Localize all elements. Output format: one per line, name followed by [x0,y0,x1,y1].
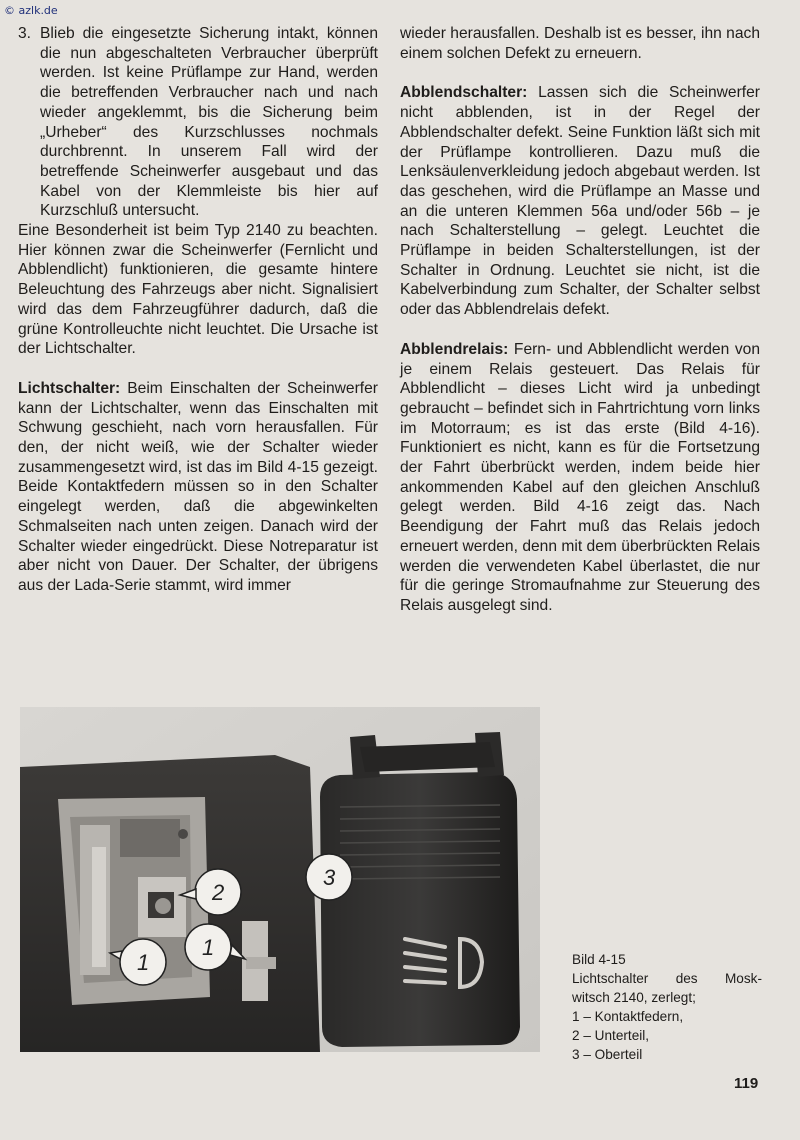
figure-caption [572,950,762,1064]
callout-3 [306,854,352,900]
paragraph-abblendschalter [400,83,760,319]
paragraph-besonderheit: Eine Besonderheit ist beim Typ 2140 zu beachten. Hier können zwar die Scheinwerfer (Fernlicht und Abblendlicht) funktionieren, die gesamte hintere Beleuchtung des Fahrzeugs aber nicht. Signalisiert wird das dem Fahrzeugführer dadurch, daß die grüne Kontrolleuchte nicht leuchtet. Die Ursache ist der Lichtschalter. [18,222,378,358]
svg-text:2: 2 [212,880,225,905]
paragraph-continuation: wieder herausfallen. Deshalb ist es besser, ihn nach einem solchen Defekt zu erneuern. [400,25,760,62]
svg-text:3: 3 [323,865,336,890]
caption-line: 1 – Kontaktfedern, [572,1009,684,1024]
list-item-number: 3. [18,25,32,42]
svg-text:1: 1 [137,950,150,975]
paragraph-text: Fern- und Abblendlicht werden von je einem Relais gesteuert. Das Relais für Abblendlicht – dieses Licht wird ja unbedingt gebraucht – befindet sich in Fahrtrichtung vorn links im Motorraum; es ist das erste (Bild 4-16). Funktioniert es nicht, kann es für die Fortsetzung der Fahrt überbrückt werden, indem beide hier ankommenden Kabel auf den gleichen Anschluß gelegt werden. Bild 4-16 zeigt das. Nach Beendigung der Fahrt muß das Relais jedoch erneuert werden, denn mit dem überbrückten Relais werden die verwendeten Kabel überlastet, die nur für die geringe Stromaufnahme zur Steuerung des Relais ausgelegt sind. [400,340,760,614]
caption-line: 3 – Oberteil [572,1047,643,1062]
paragraph-text: Beim Einschalten der Scheinwerfer kann der Lichtschalter, wenn das Einschalten mit Schwung geschieht, nach vorn herausfallen. Für den, der nicht weiß, wie der Schalter wieder zusammengesetzt wird, ist das im Bild 4-15 gezeigt. Beide Kontaktfedern müssen so in den Schalter eingelegt werden, daß die abgewinkelten Schmalseiten nach unten zeigen. Danach wird der Schalter wieder eingedrückt. Diese Notreparatur ist aber nicht von Dauer. Der Schalter, der übrigens aus der Lada-Serie stammt, wird immer [18,379,378,594]
watermark: © azlk.de [4,4,58,17]
switch-photo-illustration [20,707,540,1052]
figure-photo [20,707,540,1052]
switch-upper-part [320,732,520,1047]
caption-line: 2 – Unterteil, [572,1028,650,1043]
paragraph-text: Lassen sich die Scheinwerfer nicht abblenden, ist in der Regel der Abblendschalter defekt. Seine Funktion läßt sich mit der Prüflampe kontrollieren. Dazu muß die Lenksäulenverkleidung jedoch abgebaut werden. Ist das geschehen, wird die Prüflampe an Masse und an die unteren Klemmen 56a und/oder 56b – je nach Schalterstellung – gelegt. Leuchtet die Prüflampe in beiden Schalterstellungen, ist der Schalter in Ordnung. Leuchtet sie nicht, ist die Kabelverbindung zum Schalter, der Schalter selbst oder das Abblendrelais defekt. [400,84,760,319]
list-item-text: Blieb die eingesetzte Sicherung intakt, können die nun abgeschalteten Verbraucher überprüft werden. Ist keine Prüflampe zur Hand, werden die betreffenden Verbraucher nach und nach wieder angeklemmt, bis die Sicherung beim „Urheber“ des Kurzschlusses nochmals durchbrennt. In unserem Fall wird der betreffende Scheinwerfer ausgebaut und das Kabel von der Klemmleiste bis hier auf Kurzschluß untersucht. [40,25,378,220]
page-number: 119 [734,1075,759,1092]
caption-title: Bild 4-15 [572,952,626,967]
caption-line: witsch 2140, zerlegt; [572,990,696,1005]
section-heading-abblendschalter: Abblendschalter: [400,84,528,102]
paragraph-abblendrelais [400,340,760,616]
caption-line: Lichtschalter des Mosk- [572,971,762,986]
section-heading-lichtschalter: Lichtschalter: [18,379,121,397]
paragraph-lichtschalter [18,379,378,596]
right-column [400,24,760,616]
section-heading-abblendrelais: Abblendrelais: [400,340,509,358]
left-column [18,24,378,596]
svg-text:1: 1 [202,935,215,960]
list-item-3 [18,24,378,221]
